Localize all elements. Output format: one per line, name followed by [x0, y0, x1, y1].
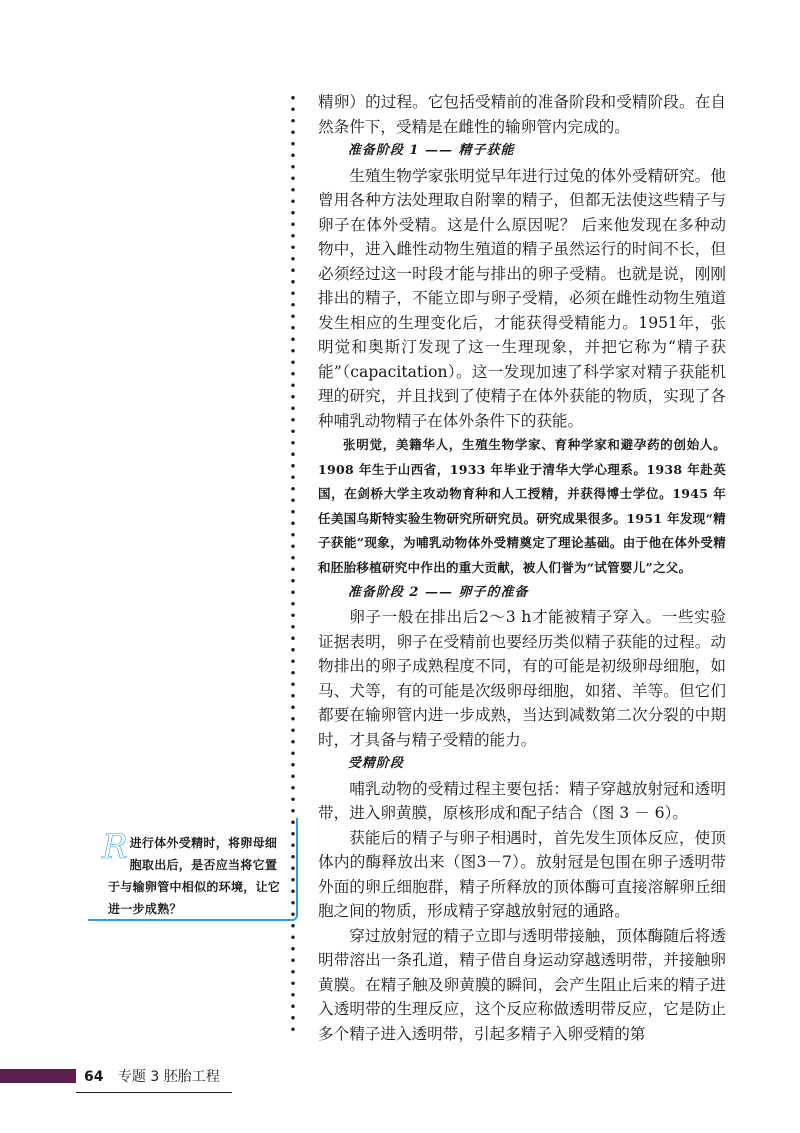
footer-color-bar [0, 1069, 76, 1083]
paragraph-zona-reaction: 穿过放射冠的精子立即与透明带接触，顶体酶随后将透明带溶出一条孔道，精子借自身运动穿越透明带，并接触卵黄膜。在精子触及卵黄膜的瞬间，会产生阻止后来的精子进入透明带的生理反应，这个反应称做透明带反应，它是防止多个精子进入透明带，引起多精子入卵受精的第 [318, 926, 726, 1043]
section-title: 专题 3 胚胎工程 [117, 1069, 220, 1085]
side-note-initial: R [102, 827, 128, 867]
paragraph-egg-preparation: 卵子一般在排出后2～3 h才能被精子穿入。一些实验证据表明，卵子在受精前也要经历类似精子获能的过程。动物排出的卵子成熟程度不同，有的可能是初级卵母细胞，如马、犬等，有的可能是次级卵母细胞，如猪、羊等。但它们都要在输卵管内进一步成熟，当达到减数第二次分裂的中期时，才具备与精子受精的能力。 [318, 608, 726, 749]
main-text-column [318, 90, 726, 1046]
biography-note: 张明觉，美籍华人，生殖生物学家、育种学家和避孕药的创始人。1908 年生于山西省，1933 年毕业于清华大学心理系。1938 年赴英国，在剑桥大学主攻动物育种和人工授精，并获得博士学位。1945 年任美国乌斯特实验生物研究所研究员。研究成果很多。1951 年发现“精子获能”现象，为哺乳动物体外受精奠定了理论基础。由于他在体外受精和胚胎移植研究中作出的重大贡献，被人们誉为“试管婴儿”之父。 [318, 437, 726, 575]
paragraph-acrosome-reaction: 获能后的精子与卵子相遇时，首先发生顶体反应，使顶体内的酶释放出来（图3－7）。放射冠是包围在卵子透明带外面的卵丘细胞群，精子所释放的顶体酶可直接溶解卵丘细胞之间的物质，形成精子穿越放射冠的通路。 [318, 828, 726, 921]
side-note-box [88, 818, 298, 921]
footer-underline [76, 1092, 232, 1093]
side-note-text: 进行体外受精时，将卵母细胞取出后，是否应当将它置于与输卵管中相似的环境，让它进一步成熟？ [108, 836, 281, 916]
paragraph-intro: 精卵）的过程。它包括受精前的准备阶段和受精阶段。在自然条件下，受精是在雌性的输卵管内完成的。 [318, 93, 726, 136]
heading-stage-1: 准备阶段 1 —— 精子获能 [347, 143, 515, 158]
footer [84, 1068, 220, 1086]
paragraph-capacitation: 生殖生物学家张明觉早年进行过兔的体外受精研究。他曾用各种方法处理取自附睾的精子，但都无法使这些精子与卵子在体外受精。这是什么原因呢？ 后来他发现在多种动物中，进入雌性动物生殖道的精子虽然运行的时间不长，但必须经过这一时段才能与排出的卵子受精。也就是说，刚刚排出的精子，不能立即与卵子受精，必须在雌性动物生殖道发生相应的生理变化后，才能获得受精能力。1951年，张明觉和奥斯汀发现了这一生理现象，并把它称为“精子获能”（capacitation）。这一发现加速了科学家对精子获能机理的研究，并且找到了使精子在体外获能的物质，实现了各种哺乳动物精子在体外条件下的获能。 [318, 166, 726, 430]
paragraph-fertilization-overview: 哺乳动物的受精过程主要包括：精子穿越放射冠和透明带，进入卵黄膜，原核形成和配子结合（图 3 － 6）。 [318, 779, 726, 823]
heading-stage-2: 准备阶段 2 —— 卵子的准备 [347, 584, 529, 600]
page-number: 64 [84, 1069, 104, 1085]
heading-fertilization: 受精阶段 [347, 756, 404, 772]
